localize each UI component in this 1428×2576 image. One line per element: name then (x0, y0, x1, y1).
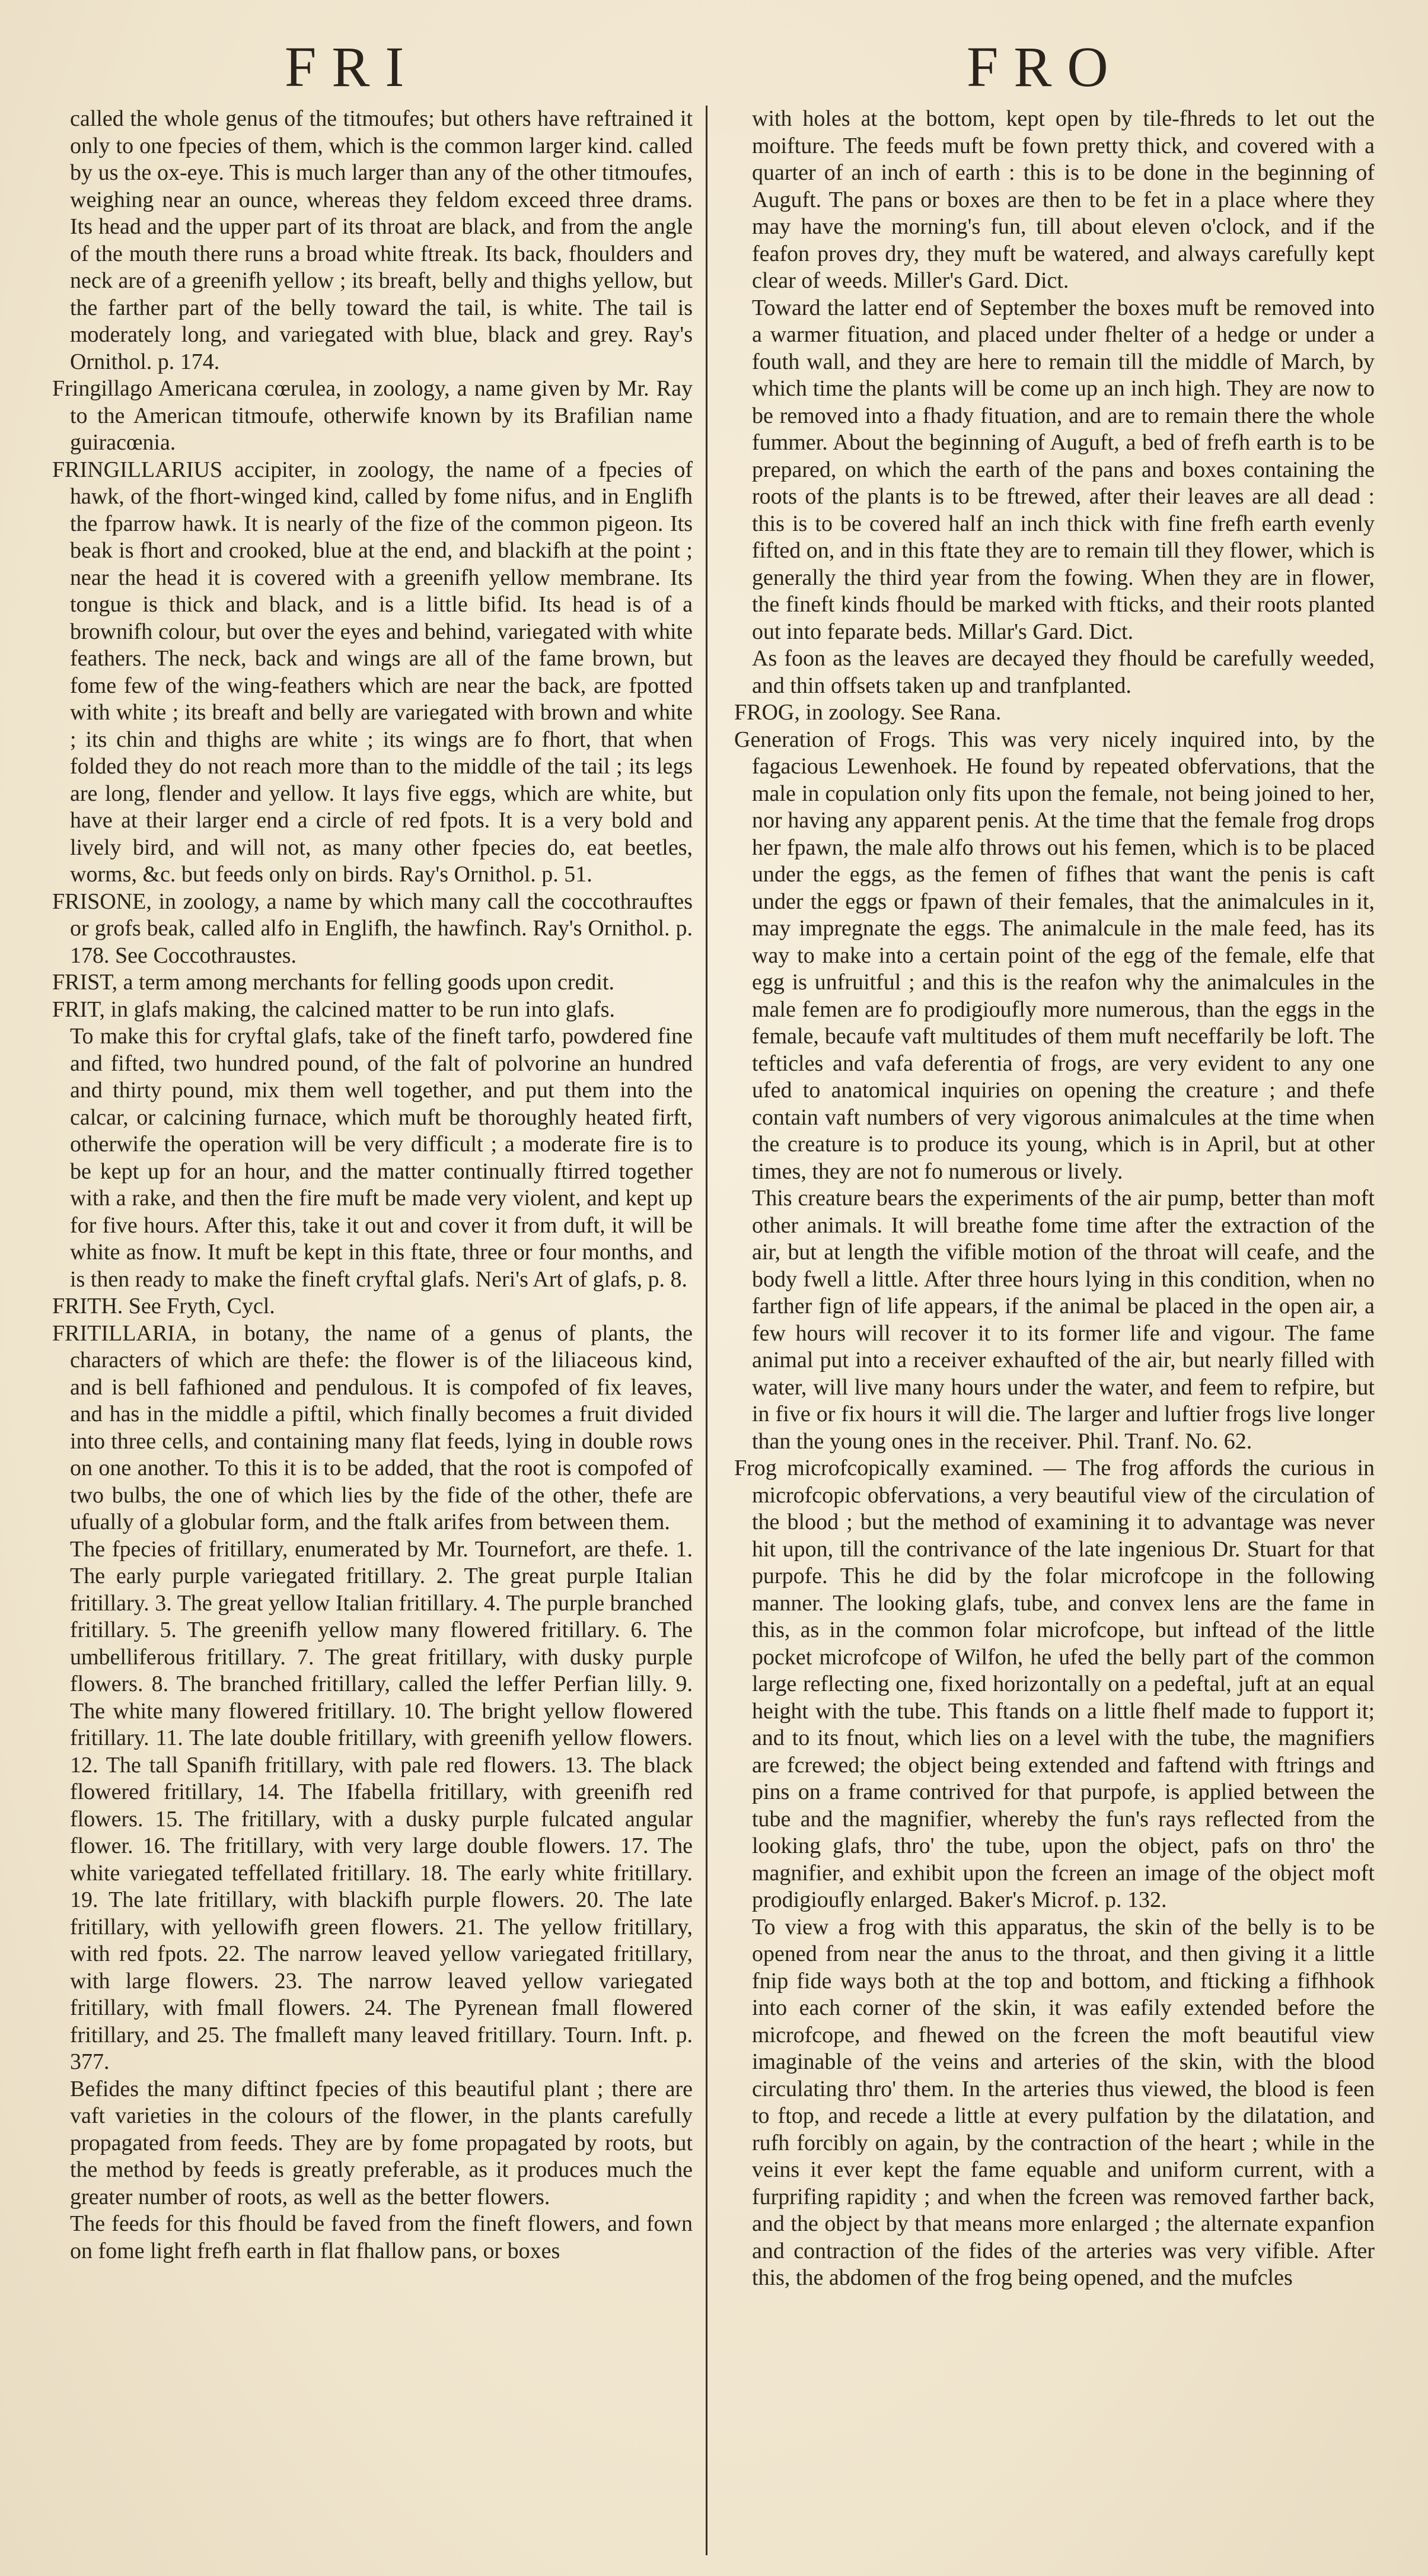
running-header (0, 34, 1428, 100)
paragraph: called the whole genus of the titmoufes; but others have reftrained it only to one fpecies of them, which is the common larger kind. called by us the ox-eye. This is much larger than any of the other titmoufes, weighing near an ounce, whereas they feldom exceed three drams. Its head and the upper part of its throat are black, and from the angle of the mouth there runs a broad white ftreak. Its back, fhoulders and neck are of a greenifh yellow ; its breaft, belly and thighs yellow, but the farther part of the belly toward the tail, is white. The tail is moderately long, and variegated with blue, black and grey. Ray's Ornithol. p. 174. (70, 106, 693, 374)
paragraph: The feeds for this fhould be faved from the fineft flowers, and fown on fome light frefh earth in flat fhallow pans, or boxes (70, 2211, 693, 2263)
header-left: FRI (285, 35, 420, 98)
dictionary-entry: FROG, in zoology. See Rana. (734, 700, 1002, 725)
paragraph: To view a frog with this apparatus, the skin of the belly is to be opened from near the anus to the throat, and then giving it a little fnip fide ways both at the top and bottom, and fticking a fifhhook into each corner of the skin, it was eafily extended before the microfcope, and fhewed on the fcreen the moft beautiful view imaginable of the veins and arteries of the skin, with the blood circulating thro' them. In the arteries thus viewed, the blood is feen to ftop, and recede a little at every pulfation by the dilatation, and rufh forcibly on again, by the contraction of the heart ; while in the veins it ever kept the fame equable and uniform current, with a furprifing rapidity ; and when the fcreen was removed farther back, and the object by that means more enlarged ; the alternate expanfion and contraction of the fides of the arteries was very vifible. After this, the abdomen of the frog being opened, and the mufcles (752, 1914, 1375, 2290)
right-column (734, 106, 1375, 2561)
dictionary-entry: FRINGILLARIUS accipiter, in zoology, the name of a fpecies of hawk, of the fhort-winged kind, called by fome nifus, and in Englifh the fparrow hawk. It is nearly of the fize of the common pigeon. Its beak is fhort and crooked, blue at the end, and blackifh at the point ; near the head it is covered with a greenifh yellow membrane. Its tongue is thick and black, and is a little bifid. Its head is of a brownifh colour, but over the eyes and behind, variegated with white feathers. The neck, back and wings are all of the fame brown, but fome few of the wing-feathers which are near the back, are fpotted with white ; its breaft and belly are variegated with brown and white ; its chin and thighs are white ; its wings are fo fhort, that when folded they do not reach more than to the middle of the tail ; its legs are long, flender and yellow. It lays five eggs, which are white, but have at their larger end a circle of red fpots. It is a very bold and lively bird, and will not, as many other fpecies do, eat beetles, worms, &c. but feeds only on birds. Ray's Ornithol. p. 51. (52, 457, 693, 887)
paragraph: This creature bears the experiments of the air pump, better than moft other animals. It will breathe fome time after the extraction of the air, but at length the vifible motion of the throat will ceafe, and the body fwell a little. After three hours lying in this condition, when no farther fign of life appears, if the animal be placed in the open air, a few hours will recover it to its former life and vigour. The fame animal put into a receiver exhaufted of the air, but nearly filled with water, will live many hours under the water, and feem to refpire, but in five or fix hours it will die. The larger and luftier frogs live longer than the young ones in the receiver. Phil. Tranf. No. 62. (752, 1186, 1375, 1454)
dictionary-entry: FRISONE, in zoology, a name by which many call the coccothrauftes or grofs beak, called alfo in Englifh, the hawfinch. Ray's Ornithol. p. 178. See Coccothraustes. (52, 889, 693, 968)
column-rule (706, 106, 707, 2555)
dictionary-entry: FRITILLARIA, in botany, the name of a genus of plants, the characters of which are thefe: the flower is of the liliaceous kind, and is bell fafhioned and pendulous. It is compofed of fix leaves, and has in the middle a piftil, which finally becomes a fruit divided into three cells, and containing many flat feeds, lying in double rows on one another. To this it is to be added, that the root is compofed of two bulbs, the one of which lies by the fide of the other, thefe are ufually of a globular form, and the ftalk arifes from between them. (52, 1320, 693, 1534)
header-right: FRO (967, 35, 1124, 98)
dictionary-entry: FRIST, a term among merchants for felling goods upon credit. (52, 970, 615, 995)
paragraph: To make this for cryftal glafs, take of the fineft tarfo, powdered fine and fifted, two hundred pound, of the falt of polvorine an hundred and thirty pound, mix them well together, and put them into the calcar, or calcining furnace, which muft be thoroughly heated firft, otherwife the operation will be very difficult ; a moderate fire is to be kept up for an hour, and the matter continually ftirred together with a rake, and then the fire muft be made very violent, and kept up for five hours. After this, take it out and cover it from duft, it will be white as fnow. It muft be kept in this ftate, three or four months, and is then ready to make the fineft cryftal glafs. Neri's Art of glafs, p. 8. (70, 1024, 693, 1292)
dictionary-entry: Fringillago Americana cœrulea, in zoology, a name given by Mr. Ray to the American titmoufe, otherwife known by its Brafilian name guiracœnia. (52, 376, 693, 455)
paragraph: The fpecies of fritillary, enumerated by Mr. Tournefort, are thefe. 1. The early purple variegated fritillary. 2. The great purple Italian fritillary. 3. The great yellow Italian fritillary. 4. The purple branched fritillary. 5. The greenifh yellow many flowered fritillary. 6. The umbelliferous fritillary. 7. The great fritillary, with dusky purple flowers. 8. The branched fritillary, called the leffer Perfian lilly. 9. The white many flowered fritillary. 10. The bright yellow flowered fritillary. 11. The late double fritillary, with greenifh yellow flowers. 12. The tall Spanifh fritillary, with pale red flowers. 13. The black flowered fritillary, 14. The Ifabella fritillary, with greenifh red flowers. 15. The fritillary, with a dusky purple fulcated angular flower. 16. The fritillary, with very large double flowers. 17. The white variegated teffellated fritillary. 18. The early white fritillary. 19. The late fritillary, with blackifh purple flowers. 20. The late fritillary, with yellowifh green flowers. 21. The yellow fritillary, with red fpots. 22. The narrow leaved yellow variegated fritillary, with large flowers. 23. The narrow leaved yellow variegated fritillary, with fmall flowers. 24. The Pyrenean fmall flowered fritillary, and 25. The fmalleft many leaved fritillary. Tourn. Inft. p. 377. (70, 1536, 693, 2074)
dictionary-entry: Generation of Frogs. This was very nicely inquired into, by the fagacious Lewenhoek. He found by repeated obfervations, that the male in copulation only fits upon the female, not being joined to her, nor having any apparent penis. At the time that the female frog drops her fpawn, the male alfo throws out his femen, which is to be placed under the eggs, as the femen of fifhes that want the penis is caft under the eggs or fpawn of their females, that the animalcules in it, may impregnate the eggs. The animalcule in the male feed, has its way to make into a certain point of the egg of the female, elfe that egg is unfruitful ; and this is the reafon why the animalcules in the male femen are fo prodigioufly more numerous, than the eggs in the female, becaufe vaft multitudes of them muft neceffarily be loft. The tefticles and vafa deferentia of frogs, are very evident to any one ufed to anatomical inquiries on opening the creature ; and thefe contain vaft numbers of very vigorous animalcules at the time when the creature is to produce its young, which is in April, but at other times, they are not fo numerous or lively. (734, 727, 1375, 1184)
paragraph: Befides the many diftinct fpecies of this beautiful plant ; there are vaft varieties in the colours of the flower, in the plants carefully propagated from feeds. They are by fome propagated by roots, but the method by feeds is greatly preferable, as it produces much the greater number of roots, as well as the better flowers. (70, 2076, 693, 2209)
dictionary-entry: Frog microfcopically examined. — The frog affords the curious in microfcopic obfervations, a very beautiful view of the circulation of the blood ; but the method of examining it to advantage was never hit upon, till the contrivance of the late ingenious Dr. Stuart for that purpofe. This he did by the folar microfcope in the following manner. The looking glafs, tube, and convex lens are the fame in this, as in the common folar microfcope, but inftead of the little pocket microfcope of Wilfon, he ufed the belly part of the common large reflecting one, fixed horizontally on a pedeftal, juft at an equal height with the tube. This ftands on a little fhelf made to fupport it; and to its fnout, which lies on a level with the tube, the magnifiers are fcrewed; the object being extended and faftend with ftrings and pins on a frame contrived for that purpofe, is applied between the tube and the magnifier, whereby the fun's rays reflected from the looking glafs, thro' the tube, upon the object, pafs on thro' the magnifier, and exhibit upon the fcreen an image of the object moft prodigioufly enlarged. Baker's Microf. p. 132. (734, 1456, 1375, 1912)
paragraph: Toward the latter end of September the boxes muft be removed into a warmer fituation, and placed under fhelter of a hedge or under a fouth wall, and they are here to remain till the middle of March, by which time the plants will be come up an inch high. They are now to be removed into a fhady fituation, and are to remain there the whole fummer. About the beginning of Auguft, a bed of frefh earth is to be prepared, on which the earth of the pans and boxes containing the roots of the plants is to be ftrewed, after their leaves are all dead : this is to be covered half an inch thick with fine frefh earth evenly fifted on, and in this ftate they are to remain till they flower, which is generally the third year from the fowing. When they are in flower, the fineft kinds fhould be marked with fticks, and their roots planted out into feparate beds. Millar's Gard. Dict. (752, 295, 1375, 644)
paragraph: with holes at the bottom, kept open by tile-fhreds to let out the moifture. The feeds muft be fown pretty thick, and covered with a quarter of an inch of earth : this is to be done in the beginning of Auguft. The pans or boxes are then to be fet in a place where they may have the morning's fun, till about eleven o'clock, and if the feafon proves dry, they muft be watered, and always carefully kept clear of weeds. Miller's Gard. Dict. (752, 106, 1375, 293)
paragraph: As foon as the leaves are decayed they fhould be carefully weeded, and thin offsets taken up and tranfplanted. (752, 646, 1375, 698)
left-column (52, 106, 693, 2561)
dictionary-entry: FRIT, in glafs making, the calcined matter to be run into glafs. (52, 996, 616, 1022)
dictionary-entry: FRITH. See Fryth, Cycl. (52, 1294, 275, 1319)
